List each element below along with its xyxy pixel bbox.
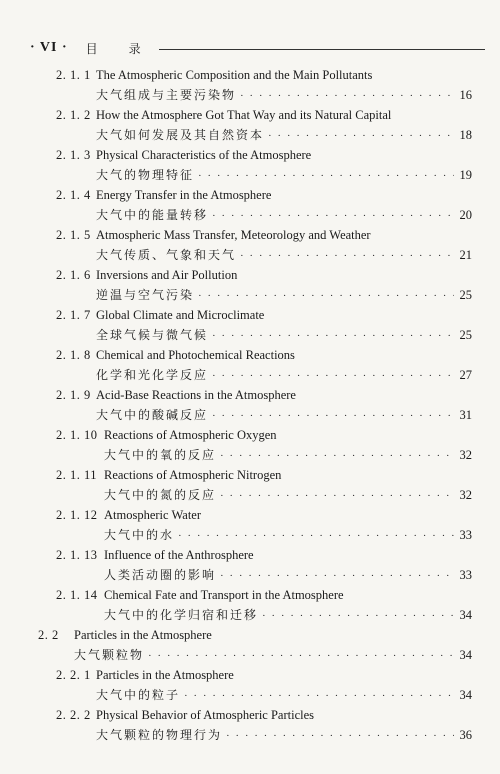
section-title-cn: 化学和光化学反应 — [96, 368, 209, 382]
section-title-en: Energy Transfer in the Atmosphere — [96, 188, 272, 202]
leader-dots — [220, 570, 454, 582]
section-title-cn: 大气颗粒物 — [74, 648, 145, 662]
page-ref: 25 — [459, 288, 472, 302]
section-title-en: Particles in the Atmosphere — [74, 628, 212, 642]
section-title-cn: 全球气候与微气候 — [96, 328, 209, 342]
page-ref: 19 — [459, 168, 472, 182]
toc-entry[interactable] — [0, 584, 500, 624]
section-number: 2. 1. 3 — [56, 148, 91, 162]
section-number: 2. 1. 4 — [56, 188, 91, 202]
section-number: 2. 1. 2 — [56, 108, 91, 122]
leader-dots — [212, 370, 454, 382]
section-number: 2. 1. 6 — [56, 268, 91, 282]
section-title-cn: 大气组成与主要污染物 — [96, 88, 237, 102]
section-title-cn: 逆温与空气污染 — [96, 288, 195, 302]
section-title-en: Physical Characteristics of the Atmosphere — [96, 148, 312, 162]
section-title-en: The Atmospheric Composition and the Main Pollutants — [96, 68, 373, 82]
toc-entry[interactable] — [0, 144, 500, 184]
leader-dots — [262, 610, 454, 622]
page-ref: 20 — [459, 208, 472, 222]
toc-entry[interactable] — [0, 504, 500, 544]
section-number: 2. 1. 1 — [56, 68, 91, 82]
section-title-en: Reactions of Atmospheric Oxygen — [104, 428, 277, 442]
section-title-en: Inversions and Air Pollution — [96, 268, 238, 282]
section-title-cn: 大气中的化学归宿和迁移 — [104, 608, 259, 622]
section-title-cn: 大气的物理特征 — [96, 168, 195, 182]
section-title-en: Influence of the Anthrosphere — [104, 548, 254, 562]
toc-entry[interactable] — [0, 704, 500, 744]
section-number: 2. 1. 14 — [56, 588, 98, 602]
section-title-cn: 大气中的能量转移 — [96, 208, 209, 222]
leader-dots — [198, 170, 454, 182]
page-ref: 32 — [459, 488, 472, 502]
toc-entry[interactable] — [0, 344, 500, 384]
leader-dots — [212, 410, 454, 422]
leader-dots — [212, 210, 454, 222]
toc-entry[interactable] — [0, 384, 500, 424]
toc-entry[interactable] — [0, 304, 500, 344]
section-number: 2. 2 — [38, 628, 59, 642]
page-ref: 16 — [459, 88, 472, 102]
leader-dots — [240, 250, 454, 262]
section-title-en: Atmospheric Mass Transfer, Meteorology and Weather — [96, 228, 371, 242]
section-title-cn: 大气传质、气象和天气 — [96, 248, 237, 262]
section-number: 2. 2. 1 — [56, 668, 91, 682]
section-title-en: Reactions of Atmospheric Nitrogen — [104, 468, 282, 482]
toc-entry[interactable] — [0, 64, 500, 104]
section-title-en: Global Climate and Microclimate — [96, 308, 265, 322]
section-title-en: Chemical and Photochemical Reactions — [96, 348, 295, 362]
header-rule — [159, 49, 485, 50]
leader-dots — [212, 330, 454, 342]
section-title-cn: 大气如何发展及其自然资本 — [96, 128, 265, 142]
toc-entry[interactable] — [0, 264, 500, 304]
toc-entry[interactable] — [0, 104, 500, 144]
section-number: 2. 1. 7 — [56, 308, 91, 322]
section-title-cn: 大气中的氮的反应 — [104, 488, 217, 502]
toc-entry[interactable] — [0, 544, 500, 584]
toc-entry[interactable] — [0, 624, 500, 664]
page-ref: 18 — [459, 128, 472, 142]
leader-dots — [148, 650, 454, 662]
section-title-cn: 大气中的水 — [104, 528, 175, 542]
page-ref: 36 — [459, 728, 472, 742]
section-number: 2. 2. 2 — [56, 708, 91, 722]
leader-dots — [184, 690, 454, 702]
section-title-en: Chemical Fate and Transport in the Atmosphere — [104, 588, 344, 602]
leader-dots — [268, 130, 454, 142]
section-title-cn: 大气颗粒的物理行为 — [96, 728, 223, 742]
page-header — [30, 38, 485, 58]
section-number: 2. 1. 9 — [56, 388, 91, 402]
leader-dots — [240, 90, 454, 102]
section-title-en: How the Atmosphere Got That Way and its Natural Capital — [96, 108, 392, 122]
section-number: 2. 1. 11 — [56, 468, 98, 482]
page-ref: 31 — [459, 408, 472, 422]
toc-entry[interactable] — [0, 224, 500, 264]
toc-entry[interactable] — [0, 424, 500, 464]
section-title-en: Acid-Base Reactions in the Atmosphere — [96, 388, 296, 402]
leader-dots — [198, 290, 454, 302]
section-title-cn: 人类活动圈的影响 — [104, 568, 217, 582]
section-title-en: Atmospheric Water — [104, 508, 201, 522]
section-number: 2. 1. 13 — [56, 548, 98, 562]
page-number-roman: · VI · — [30, 40, 68, 55]
page-ref: 33 — [459, 568, 472, 582]
page-ref: 25 — [459, 328, 472, 342]
leader-dots — [226, 730, 454, 742]
section-title-cn: 大气中的氧的反应 — [104, 448, 217, 462]
page-ref: 33 — [459, 528, 472, 542]
page-ref: 21 — [459, 248, 472, 262]
section-title-en: Physical Behavior of Atmospheric Particles — [96, 708, 315, 722]
toc-entry[interactable] — [0, 464, 500, 504]
toc-entry[interactable] — [0, 664, 500, 704]
page-ref: 34 — [459, 648, 472, 662]
leader-dots — [220, 450, 454, 462]
section-number: 2. 1. 12 — [56, 508, 98, 522]
page-ref: 34 — [459, 688, 472, 702]
page-title: 目 录 — [85, 41, 155, 56]
section-number: 2. 1. 10 — [56, 428, 98, 442]
page-ref: 27 — [459, 368, 472, 382]
section-title-cn: 大气中的酸碱反应 — [96, 408, 209, 422]
section-title-cn: 大气中的粒子 — [96, 688, 181, 702]
page-ref: 34 — [459, 608, 472, 622]
leader-dots — [178, 530, 454, 542]
toc-entry[interactable] — [0, 184, 500, 224]
page-ref: 32 — [459, 448, 472, 462]
section-number: 2. 1. 5 — [56, 228, 91, 242]
leader-dots — [220, 490, 454, 502]
section-number: 2. 1. 8 — [56, 348, 91, 362]
section-title-en: Particles in the Atmosphere — [96, 668, 234, 682]
table-of-contents — [0, 64, 500, 744]
